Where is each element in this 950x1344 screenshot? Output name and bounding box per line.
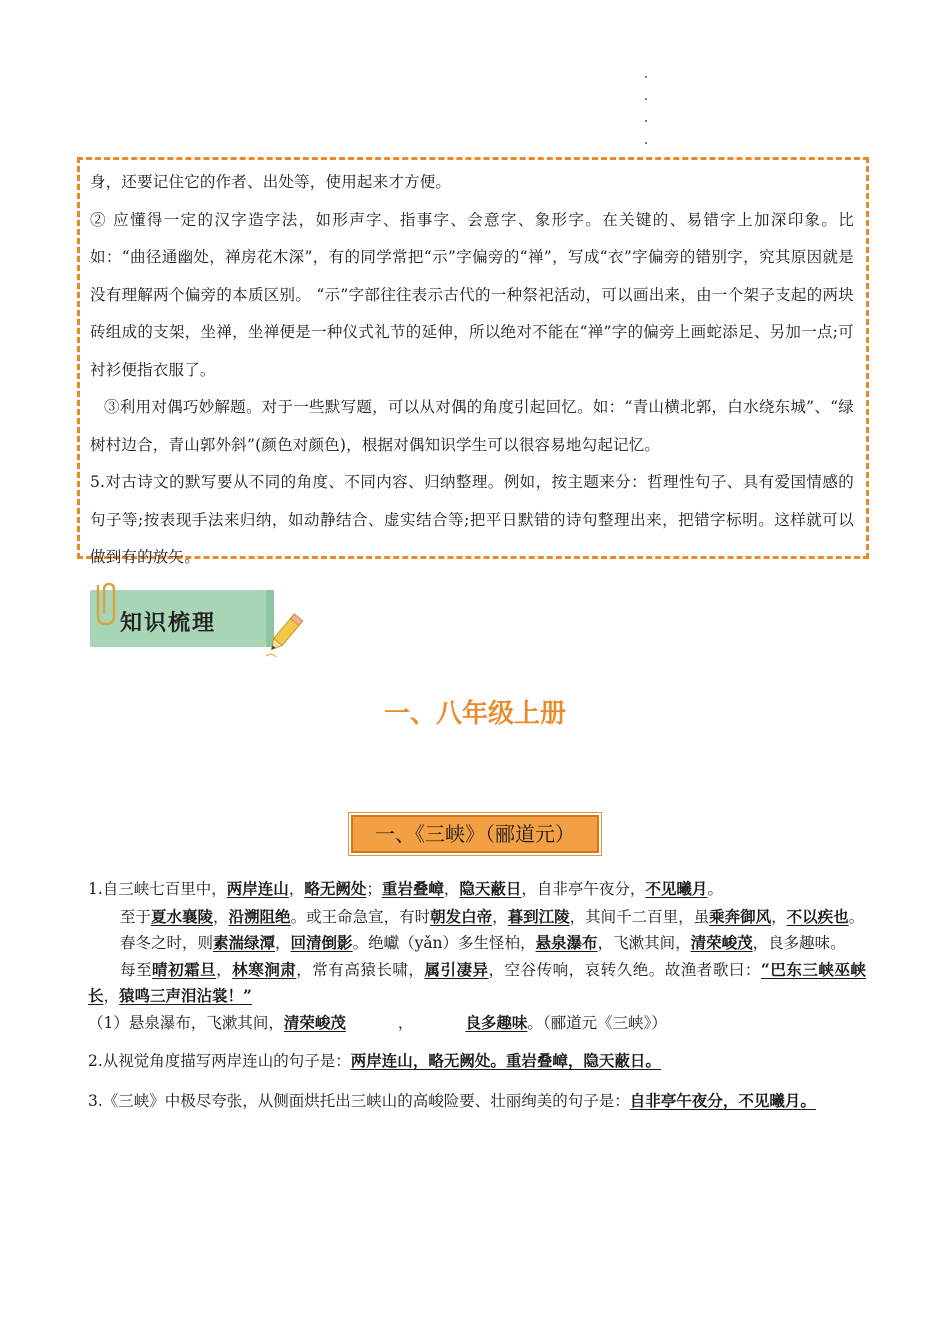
- text-line: 1.自三峡七百里中，两岸连山，略无阙处；重岩叠嶂，隐天蔽日，自非亭午夜分，不见曦月。: [88, 879, 723, 898]
- tip-paragraph: ② 应懂得一定的汉字造字法，如形声字、指事字、会意字、象形字。在关键的、易错字上加深印象。比如：“曲径通幽处，禅房花木深”，有的同学常把“示”字偏旁的“禅”，写成“衣”字偏旁的错别字，究其原因就是没有理解两个偏旁的本质区别。 “示”字部往往表示古代的一种祭祀活动，可以画出来，由一个架子支起的两块砖组成的支架，坐禅，坐禅便是一种仪式礼节的延伸，所以绝对不能在“禅”字的偏旁上画蛇添足、另加一点;可衬衫便指衣服了。: [90, 210, 854, 379]
- question-line: 3.《三峡》中极尽夸张，从侧面烘托出三峡山的高峻险要、壮丽绚美的句子是：自非亭午夜分，不见曦月。: [88, 1091, 816, 1110]
- badge-label: 知识梳理: [120, 611, 217, 636]
- question-line: 2.从视觉角度描写两岸连山的句子是：两岸连山，略无阙处。重岩叠嶂，隐天蔽日。: [88, 1051, 661, 1070]
- grade-heading: 一、八年级上册: [383, 699, 566, 729]
- text-line: 至于夏水襄陵，沿溯阻绝。或王命急宣，有时朝发白帝，暮到江陵，其间千二百里，虽乘奔御风，不以疾也。: [120, 906, 865, 926]
- text-line: （1）悬泉瀑布，飞漱其间，清荣峻茂 ， 良多趣味。（郦道元《三峡》）: [88, 1012, 667, 1032]
- tip-paragraph: 身，还要记住它的作者、出处等，使用起来才方便。: [90, 173, 452, 191]
- page-marker-dots: [645, 76, 651, 164]
- tip-paragraph: 5.对古诗文的默写要从不同的角度、不同内容、归纳整理。例如，按主题来分：哲理性句子、具有爱国情感的句子等;按表现手法来归纳，如动静结合、虚实结合等;把平日默错的诗句整理出来，把错字标明。这样就可以做到有的放矢。: [90, 473, 854, 566]
- tips-box: [77, 157, 869, 566]
- text-line: 每至晴初霜旦，林寒涧肃，常有高猿长啸，属引凄异，空谷传响，哀转久绝。故渔者歌曰：“巴东三峡巫峡长，猿鸣三声泪沾裳！”: [88, 959, 866, 1005]
- pencil-icon: [262, 608, 306, 660]
- tip-paragraph: ③利用对偶巧妙解题。对于一些默写题，可以从对偶的角度引起回忆。如：“青山横北郭，白水绕东城”、“绿树村边合，青山郭外斜”(颜色对颜色)，根据对偶知识学生可以很容易地勾起记忆。: [90, 398, 854, 454]
- section-title: 一、《三峡》（郦道元）: [351, 815, 599, 853]
- text-line: 春冬之时，则素湍绿潭，回清倒影。绝巘（yǎn）多生怪柏，悬泉瀑布，飞漱其间，清荣峻茂，良多趣味。: [120, 933, 846, 952]
- content-body: [88, 876, 866, 1122]
